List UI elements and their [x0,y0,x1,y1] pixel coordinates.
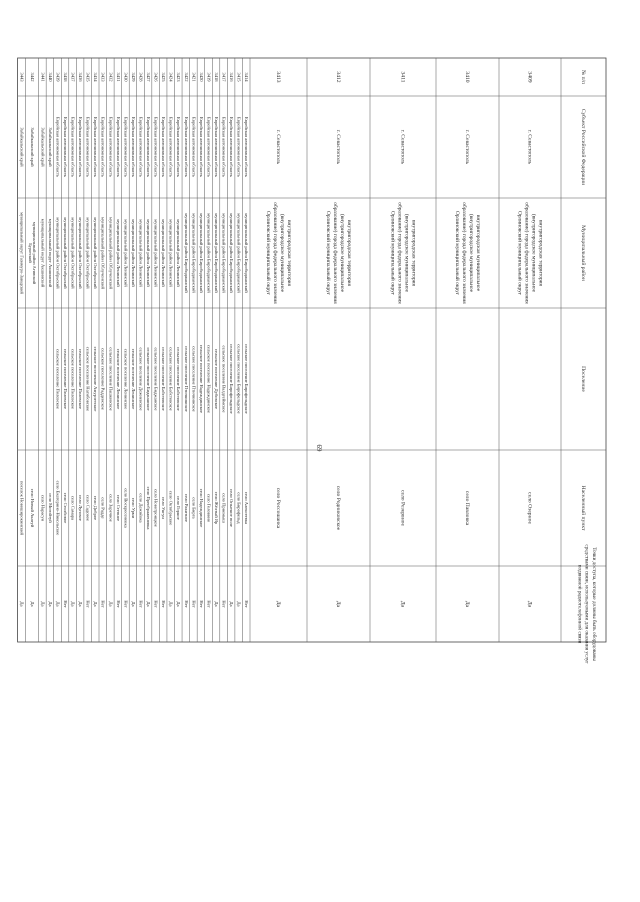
cell-district: образование) города федерального значения [460,202,467,304]
cell-access: Нет [123,600,129,608]
cell-num: 3434 [93,72,99,82]
header-access: подвижной радиотелефонной связи [576,564,583,644]
cell-settlement: сельское поселение Надеждинское [206,344,212,414]
cell-district: муниципальный район Октябрьский [55,217,61,289]
cell-num: 3422 [183,72,189,82]
cell-access: Да [130,601,136,607]
cell-access: Да [78,601,84,607]
header-settlement: Поселение [580,366,587,392]
cell-num: 3410 [464,71,471,83]
cell-settlement: сельское поселение Пашковское [108,347,114,411]
cell-locality: село Приемыш [221,493,227,523]
cell-district: внутригородская территория [410,219,417,287]
cell-locality: село Столбовое [62,492,68,524]
cell-settlement: сельское поселение Бирофельдское [244,344,250,414]
cell-district: муниципальный округ Акшинский [47,218,53,288]
cell-subject: Еврейская автономная область [236,117,242,177]
cell-district: муниципальный район Ленинский [161,219,167,287]
cell-district: муниципальный район Ленинский [176,219,182,287]
cell-locality: село Заречное [108,494,114,522]
cell-subject: Еврейская автономная область [244,117,250,177]
cell-locality: село Луговое [78,495,84,521]
cell-district: внутригородская муниципальное [474,214,481,292]
cell-access: Нет [161,600,167,608]
cell-num: 3440 [47,72,53,82]
cell-locality: село Унгун [161,497,167,519]
cell-access: Да [30,601,36,607]
rotated-table [18,58,606,664]
cell-settlement: сельское поселение Ленинское [123,348,129,410]
cell-locality: село Преображеновка [146,486,152,530]
cell-district: (внутригородское муниципальное [278,213,285,293]
header-subject: Субъект Российской Федерации [580,108,587,186]
cell-locality: село Головино [206,493,212,523]
cell-num: 3442 [30,72,36,82]
cell-num: 3433 [100,72,106,82]
cell-district: образование) города федерального значения [396,202,403,304]
cell-num: 3435 [85,72,91,82]
cell-district: муниципальный район Ленинский [168,219,174,287]
cell-district: муниципальный район Ленинский [153,219,159,287]
cell-num: 3441 [40,72,46,82]
cell-access: Да [176,601,182,607]
cell-access: Нет [62,600,68,608]
cell-settlement: сельское поселение Птичнинское [191,346,197,412]
cell-subject: Еврейская автономная область [78,117,84,177]
cell-num: 3439 [55,72,61,82]
cell-district: муниципальный район Биробиджанский [191,213,197,293]
cell-num: 3419 [206,72,212,82]
cell-subject: Еврейская автономная область [161,117,167,177]
cell-num: 3412 [335,71,342,83]
cell-access: Нет [244,600,250,608]
cell-num: 3429 [130,72,136,82]
cell-subject: Еврейская автономная область [206,117,212,177]
cell-district: муниципальный район Ленинский [138,219,144,287]
cell-access: Да [70,601,76,607]
cell-num: 3417 [221,72,227,82]
cell-settlement: сельское поселение Дежневское [138,347,144,411]
cell-locality: село Урми [130,497,136,519]
cell-access: Нет [85,600,91,608]
cell-access: Да [399,600,406,608]
header-locality: Населенный пункт [580,485,587,531]
cell-num: 3432 [108,72,114,82]
cell-settlement: сельское поселение Валдгеймское [221,345,227,413]
cell-subject: Еврейская автономная область [85,117,91,177]
cell-num: 3423 [176,72,182,82]
cell-num: 3443 [19,72,25,82]
cell-access: Нет [115,600,121,608]
cell-district: Орлиновский муниципальный округ [389,210,396,296]
cell-district: муниципальный район Биробиджанский [198,213,204,293]
cell-access: Да [19,601,25,607]
cell-district: муниципальный район Ленинский [146,219,152,287]
cell-num: 3413 [275,71,282,83]
cell-subject: Еврейская автономная область [221,117,227,177]
cell-num: 3424 [168,72,174,82]
cell-access: Да [464,600,471,608]
cell-district: муниципальный район Октябрьский [62,217,68,289]
cell-district: (внутригородское муниципальное [467,213,474,293]
cell-access: Нет [138,600,144,608]
cell-district: Орлиновский муниципальный округ [324,210,331,296]
cell-num: 3425 [161,72,167,82]
cell-subject: Еврейская автономная область [100,117,106,177]
cell-district: (внутригородское муниципальное [338,213,345,293]
cell-district: муниципальный район Октябрьский [70,217,76,289]
cell-district: муниципальный район Биробиджанский [221,213,227,293]
cell-num: 3420 [198,72,204,82]
cell-district: муниципальный район Биробиджанский [244,213,250,293]
cell-num: 3426 [153,72,159,82]
cell-num: 3428 [138,72,144,82]
cell-num: 3436 [78,72,84,82]
cell-access: Нет [100,600,106,608]
cell-locality: село Жёлтый Яр [213,491,219,525]
cell-access: Да [213,601,219,607]
cell-locality: село Озерное [526,492,533,524]
cell-settlement: сельское поселение Полевское [78,349,84,409]
cell-district: образование) города федерального значения [271,202,278,304]
cell-subject: г. Севастополь [399,129,406,165]
cell-settlement: сельское поселение Бабстовское [168,347,174,411]
cell-access: Да [55,601,61,607]
cell-access: Да [108,601,114,607]
cell-locality: село Степное [115,494,121,522]
cell-district: (внутригородское муниципальное [403,213,410,293]
cell-num: 3421 [191,72,197,82]
header-district: Муниципальный район [580,225,587,281]
cell-access: Да [47,601,53,607]
cell-access: Нет [206,600,212,608]
cell-district: муниципальный район Октябрьский [93,217,99,289]
cell-subject: г. Севастополь [275,129,282,165]
cell-num: 3427 [146,72,152,82]
cell-access: Да [236,601,242,607]
cell-locality: село Россошанка [275,487,282,529]
cell-locality: село Бирофельд [236,492,242,524]
cell-num: 3409 [526,71,533,83]
cell-locality: село Дежнёвка [138,493,144,523]
cell-subject: Еврейская автономная область [153,117,159,177]
cell-district: внутригородская территория [285,219,292,287]
cell-num: 3418 [213,72,219,82]
cell-subject: Еврейская автономная область [55,117,61,177]
cell-settlement: сельское поселение Бабстовское [176,347,182,411]
cell-district: муниципальный район Ленинский [115,219,121,287]
cell-district: муниципальный район Октябрьский [85,217,91,289]
cell-access: Да [40,601,46,607]
cell-settlement: сельское поселение Бабстовское [161,347,167,411]
header-access: средствами связи, используемыми для оказания услуг [583,544,590,664]
cell-access: Да [93,601,99,607]
cell-settlement: сельское поселение Дубовское [213,348,219,410]
cell-settlement: сельское поселение Бирофельдское [236,344,242,414]
cell-district: муниципальный район Биробиджанский [236,213,242,293]
cell-district: Орлиновский муниципальный округ [264,210,271,296]
cell-district: муниципальный район Ленинский [130,219,136,287]
cell-district: Орлиновский муниципальный округ [453,210,460,296]
cell-settlement: сельское поселение Биджанское [153,347,159,411]
cell-settlement: сельское поселение Надеждинское [198,344,204,414]
cell-district: муниципальный район Биробиджанский [229,213,235,293]
cell-locality: село Самара [70,495,76,521]
cell-district: муниципальный район Ленинский [123,219,129,287]
cell-locality: село Резервное [399,489,406,527]
cell-locality: село Садовое [85,494,91,522]
cell-district: образование) города федерального значения [523,202,530,304]
cell-subject: Забайкальский край [19,127,25,167]
cell-settlement: сельское поселение Ленинское [115,348,121,410]
cell-locality: село Ракитное [183,493,189,523]
cell-access: Да [526,600,533,608]
cell-access: Да [168,601,174,607]
cell-settlement: сельское поселение Радденское [100,348,106,410]
cell-num: 3415 [236,72,242,82]
cell-locality: село Екатерино-Никольское [55,480,61,536]
cell-district: муниципальный район Облученский [100,217,106,289]
page-number: 69 [316,444,324,452]
cell-subject: Забайкальский край [30,127,36,167]
cell-subject: Забайкальский край [40,127,46,167]
cell-num: 3437 [70,72,76,82]
cell-district: (внутригородское муниципальное [530,213,537,293]
cell-access: Нет [221,600,227,608]
cell-locality: поселок Новоширокинский [19,481,25,535]
cell-locality: село Новотроицкое [153,489,159,527]
cell-subject: г. Севастополь [526,129,533,165]
cell-subject: Еврейская автономная область [115,117,121,177]
cell-subject: Еврейская автономная область [108,117,114,177]
cell-num: 3431 [115,72,121,82]
cell-district: Бурятский [27,243,33,263]
cell-locality: село Надеждинское [198,488,204,528]
cell-subject: Еврейская автономная область [191,117,197,177]
cell-subject: Еврейская автономная область [70,117,76,177]
cell-district: Орлиновский муниципальный округ [516,210,523,296]
cell-locality: село Могойтуй [47,493,53,523]
cell-subject: Еврейская автономная область [198,117,204,177]
cell-subject: Еврейская автономная область [213,117,219,177]
cell-locality: село Бирга [191,497,197,519]
cell-district: муниципальный район Биробиджанский [206,213,212,293]
cell-access: Нет [153,600,159,608]
cell-settlement: сельское поселение Птичнинское [183,346,189,412]
cell-num: 3414 [244,72,250,82]
cell-locality: село Опытное поле [229,489,235,527]
cell-locality: село Радде [100,497,106,519]
cell-district: муниципальный район Биробиджанский [213,213,219,293]
cell-locality: село Новый Акатуй [30,488,36,528]
cell-subject: Еврейская автономная область [62,117,68,177]
cell-access: Да [229,601,235,607]
cell-district: муниципальный район Биробиджанский [183,213,189,293]
cell-subject: Еврейская автономная область [146,117,152,177]
cell-num: 3416 [229,72,235,82]
cell-district: внутригородская территория [537,219,544,287]
cell-access: Нет [183,600,189,608]
cell-subject: Еврейская автономная область [176,117,182,177]
cell-locality: село Октябрьское [168,490,174,526]
header-access: Точки доступа, которые должны быть оборудованы [590,547,597,661]
cell-district: муниципальный район Облученский [108,217,114,289]
cell-settlement: сельское поселение Бирофельдское [229,344,235,414]
cell-settlement: сельское поселение Полевское [55,349,61,409]
header-num: № п/п [580,69,587,85]
cell-subject: Еврейская автономная область [168,117,174,177]
cell-district: муниципальный район Агинский [32,221,38,285]
cell-district: муниципальный район Октябрьский [78,217,84,289]
cell-num: 3438 [62,72,68,82]
cell-district: муниципальный округ Газимуро-Заводский [19,212,25,294]
cell-district: муниципальный округ Акшинский [40,218,46,288]
cell-locality: село Доброе [93,495,99,521]
cell-access: Нет [198,600,204,608]
cell-num: 3411 [399,71,406,83]
cell-settlement: сельское поселение Биджанское [146,347,152,411]
cell-locality: село Алексеевка [244,491,250,525]
cell-locality: село Родниковское [335,485,342,531]
cell-access: Да [146,601,152,607]
cell-subject: Еврейская автономная область [130,117,136,177]
cell-settlement: сельское поселение Ленинское [130,348,136,410]
cell-settlement: сельское поселение Нагибовское [85,346,91,412]
cell-locality: село Нарасун [40,494,46,522]
cell-subject: г. Севастополь [464,129,471,165]
cell-settlement: сельское поселение Полевское [62,349,68,409]
cell-subject: Еврейская автономная область [229,117,235,177]
cell-subject: Еврейская автономная область [138,117,144,177]
cell-num: 3430 [123,72,129,82]
cell-district: внутригородская территория [345,219,352,287]
cell-district: образование) города федерального значения [331,202,338,304]
cell-subject: Еврейская автономная область [93,117,99,177]
cell-locality: село Горное [176,496,182,520]
cell-subject: Забайкальский край [47,127,53,167]
cell-subject: г. Севастополь [335,129,342,165]
cell-subject: Еврейская автономная область [123,117,129,177]
cell-locality: село Павловка [464,490,471,526]
cell-subject: Еврейская автономная область [183,117,189,177]
cell-access: Да [275,600,282,608]
cell-locality: село Воскресеновка [123,488,129,528]
cell-access: Да [335,600,342,608]
cell-settlement: сельское поселение Амурзетское [93,346,99,412]
cell-settlement: сельское поселение Полевское [70,349,76,409]
cell-access: Нет [191,600,197,608]
